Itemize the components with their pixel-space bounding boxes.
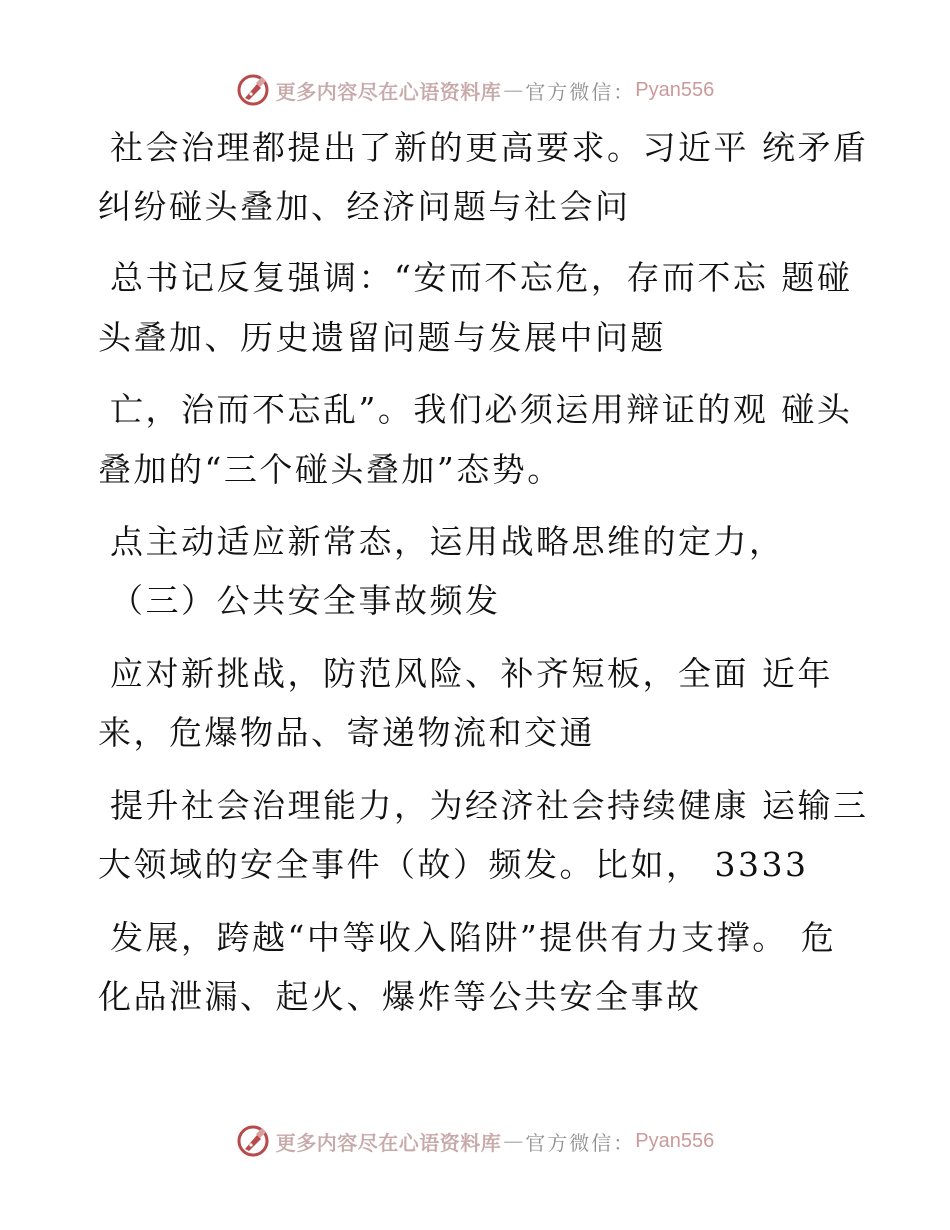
watermark-wechat-id: Pyan556 — [635, 78, 715, 101]
text-line: 亡，治而不忘乱”。我们必须运用辩证的观 碰头 — [110, 390, 853, 429]
text-line: 应对新挑战，防范风险、补齐短板，全面 近年 — [110, 654, 833, 693]
text-line: 社会治理都提出了新的更高要求。习近平 统矛盾 — [110, 128, 869, 167]
watermark-wechat-id: Pyan556 — [635, 1129, 715, 1152]
text-line: 发展，跨越“中等收入陷阱”提供有力支撑。 危 — [110, 918, 837, 957]
text-line: 来，危爆物品、寄递物流和交通 — [98, 713, 595, 752]
text-line: 点主动适应新常态，运用战略思维的定力， — [110, 522, 785, 561]
watermark-sub-text: 官方微信： — [525, 79, 636, 104]
footer-watermark — [0, 1121, 950, 1161]
text-line: 纠纷碰头叠加、经济问题与社会问 — [98, 187, 631, 226]
watermark-sub-text: 官方微信： — [525, 1130, 636, 1155]
watermark-main-text: 更多内容尽在心语资料库 — [275, 1130, 502, 1155]
watermark-dash: — — [503, 1129, 524, 1153]
text-line: 叠加的“三个碰头叠加”态势。 — [98, 450, 563, 489]
text-line: 总书记反复强调：“安而不忘危，存而不忘 题碰 — [110, 258, 853, 297]
watermark-main-text: 更多内容尽在心语资料库 — [275, 79, 502, 104]
section-heading: （三）公共安全事故频发 — [110, 581, 501, 620]
text-line: 头叠加、历史遗留问题与发展中问题 — [98, 318, 666, 357]
text-line: 大领域的安全事件（故）频发。比如， 3333 — [98, 845, 809, 884]
pen-nib-logo-icon — [236, 1124, 270, 1158]
text-line: 提升社会治理能力，为经济社会持续健康 运输三 — [110, 786, 869, 825]
text-line: 化品泄漏、起火、爆炸等公共安全事故 — [98, 977, 702, 1016]
watermark-dash: — — [503, 78, 524, 102]
